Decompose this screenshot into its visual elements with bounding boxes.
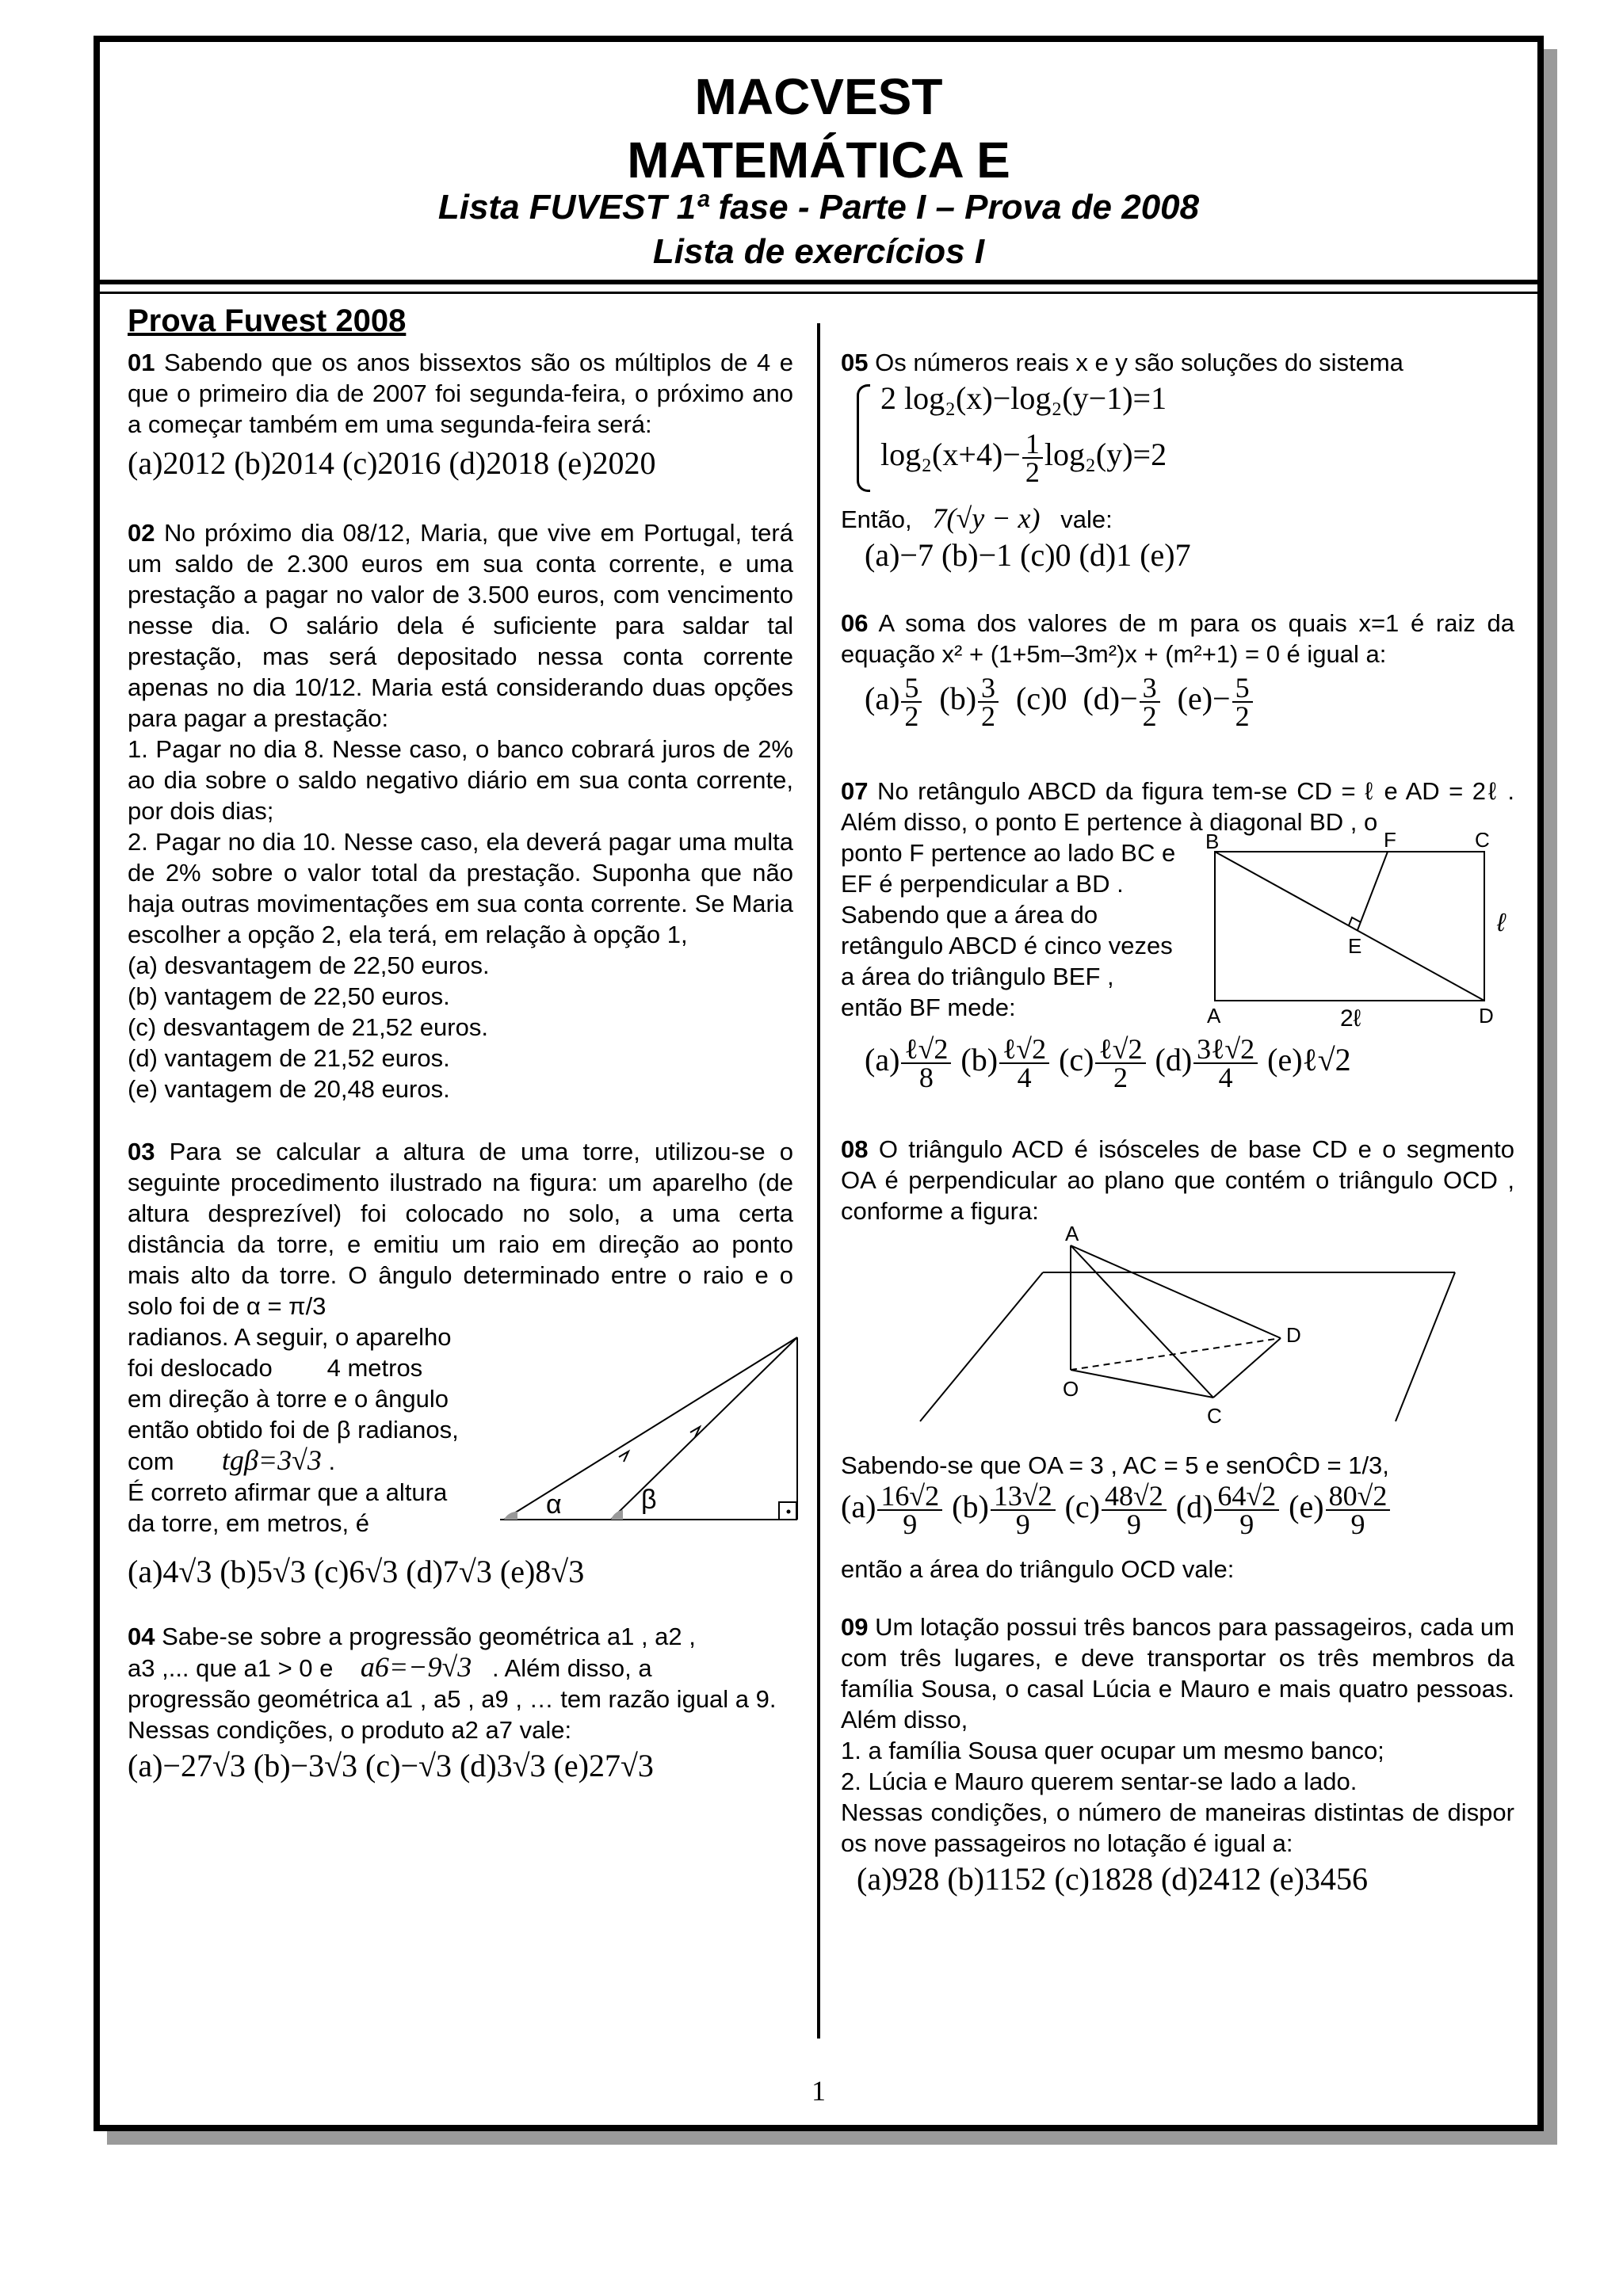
q08-option-b: (b) $\frac{13√2}{9}$ [952,1489,1056,1524]
label-o: O [1063,1377,1079,1401]
q03-line6: É correto afirmar que a altura [128,1478,448,1506]
q08-option-a: (a) $\frac{16√2}{9}$ [841,1489,944,1524]
q07-options [865,1035,1514,1112]
label-side: ℓ [1497,908,1506,936]
segment-ef [1358,852,1388,930]
ray-arrow-2 [690,1427,700,1437]
q07-line7: então BF mede: [841,994,1016,1021]
q08-options [841,1482,1514,1554]
perpendicular-mark [1349,917,1361,925]
q04-options: (a)−27√3 (b)−3√3 (c)−√3 (d)3√3 (e)27√3 [128,1748,654,1783]
q07-line2: ponto F pertence ao lado BC e [841,839,1176,867]
q03-text: 03 Para se calcular a altura de uma torre, utilizou-se o seguinte procedimento ilustrado na figura: um aparelho (de altura desprezível) foi colocado no solo, a uma certa distância da torre, e emitiu um raio em direção ao ponto mais alto da torre. O ângulo determinado entre o raio e o solo foi de α = π/3 [128,1138,793,1320]
q05-eq2: log₂(x+4)− $\frac{1}{2}$ log₂(y)=2 [880,428,1167,488]
subtitle-list: Lista FUVEST 1ª fase - Parte I – Prova de 2008 [437,188,1200,227]
q05-text: 05 Os números reais x e y são soluções do sistema [841,349,1403,376]
left-column [128,347,793,1787]
q04-line4: Nessas condições, o produto a2 a7 vale: [128,1716,572,1744]
q03-line7: da torre, em metros, é [128,1509,369,1537]
q03-options: (a)4√3 (b)5√3 (c)6√3 (d)7√3 (e)8√3 [128,1554,585,1589]
label-c: C [1207,1404,1222,1428]
q07-line3: EF é perpendicular a BD . [841,870,1124,898]
ray-beta [611,1337,797,1520]
segment-cd [1213,1338,1281,1398]
title-subject: MATEMÁTICA E [627,132,1010,189]
system-brace [857,384,870,492]
q02-option-a: (a) desvantagem de 22,50 euros. [128,952,490,979]
alpha-arc [504,1512,517,1520]
label-d: D [1479,1004,1494,1028]
q08-after: Sabendo-se que OA = 3 , AC = 5 e senOĈD = 1/3, [841,1451,1389,1479]
q03-line4: então obtido foi de β radianos, [128,1416,459,1444]
q07-figure-block [841,833,1514,1031]
q09-text: 09 Um lotação possui três bancos para passageiros, cada um com três lugares, e deve transportar os três membros da família Sousa, o casal Lúcia e Mauro e mais quatro pessoas. Além disso, [841,1613,1514,1733]
q06-option-c: (c)0 [1016,681,1067,717]
section-title: Prova Fuvest 2008 [128,303,407,338]
plane-left-edge [920,1272,1043,1421]
q03-tg-equation: tgβ=3√3 [221,1444,322,1476]
q06-option-b: (b) $\frac{3}{2}$ [939,681,1000,716]
right-angle-dot [787,1510,791,1514]
column-divider [817,323,820,2039]
q02-option-b: (b) vantagem de 22,50 euros. [128,982,450,1010]
q07-option-b: (b) $\frac{\text{ℓ√2}}{4}$ [960,1042,1051,1077]
header-rule-thick [100,280,1537,284]
q04-line1: 04 Sabe-se sobre a progressão geométrica a1 , a2 , [128,1623,696,1650]
q06-text: 06 A soma dos valores de m para os quais x=1 é raiz da equação x² + (1+5m–3m²)x + (m²+1) = 0 é igual a: [841,609,1514,668]
q07-line6: a área do triângulo BEF , [841,963,1114,990]
q01-text: 01 Sabendo que os anos bissextos são os múltiplos de 4 e que o primeiro dia de 2007 foi segunda-feira, o próximo ano a começar também em uma segunda-feira será: [128,349,793,438]
q05-options: (a)−7 (b)−1 (c)0 (d)1 (e)7 [865,537,1191,573]
q09-item2: 2. Lúcia e Mauro querem sentar-se lado a lado. [841,1768,1358,1795]
segment-ad [1071,1245,1281,1338]
q06-options [865,674,1514,746]
header-rule-thin [100,292,1537,294]
pyramid-figure [841,1223,1491,1445]
q08-text: 08 O triângulo ACD é isósceles de base CD e o segmento OA é perpendicular ao plano que contém o triângulo OCD , conforme a figura: [841,1135,1514,1225]
q08-option-e: (e) $\frac{80√2}{9}$ [1289,1489,1392,1524]
beta-label: β [641,1485,657,1515]
q02-item1: 1. Pagar no dia 8. Nesse caso, o banco cobrará juros de 2% ao dia sobre o saldo negativo diário em sua conta corrente, por dois dias; [128,735,793,825]
ray-arrow-1 [619,1451,628,1462]
q02-item2: 2. Pagar no dia 10. Nesse caso, ela deverá pagar uma multa de 2% sobre o valor total da prestação. Suponha que não haja outras movimentações em sua conta corrente. Se Maria escolher a opção 2, ela terá, em relação à opção 1, [128,828,793,948]
label-b: B [1205,833,1220,853]
q08-end: então a área do triângulo OCD vale: [841,1555,1235,1583]
q04-a6-equation: a6=−9√3 [360,1651,472,1683]
q05-system [857,378,1514,497]
label-a: A [1065,1223,1079,1245]
q07-option-c: (c) $\frac{\text{ℓ√2}}{2}$ [1059,1042,1147,1077]
q07-line5: retângulo ABCD é cinco vezes [841,932,1173,959]
q02-text: 02 No próximo dia 08/12, Maria, que vive em Portugal, terá um saldo de 2.300 euros em sua conta corrente, e uma prestação a pagar no valor de 3.500 euros, com vencimento nesse dia. O salário dela é suficiente para saldar tal prestação, mas será depositado nessa conta corrente apenas no dia 10/12. Maria está considerando duas opções para pagar a prestação: [128,519,793,732]
beta-arc [611,1510,623,1520]
label-d: D [1286,1323,1301,1347]
subtitle-exercises: Lista de exercícios I [652,232,985,271]
page-frame [94,36,1544,2131]
q05-eq1: 2 log₂(x)−log₂(y−1)=1 [880,380,1167,416]
q03-figure-block [128,1322,793,1543]
q03-line3: em direção à torre e o ângulo [128,1385,449,1413]
q02-option-d: (d) vantagem de 21,52 euros. [128,1044,450,1072]
diagonal-bd [1215,852,1484,1001]
tower-figure [500,1322,801,1527]
q08-option-c: (c) $\frac{48√2}{9}$ [1065,1489,1168,1524]
q06-option-e: (e)− $\frac{5}{2}$ [1178,681,1254,716]
q08-option-d: (d) $\frac{64√2}{9}$ [1176,1489,1281,1524]
q05-then-line: Então, 7(√y − x) vale: [841,502,1113,534]
q06-option-a: (a) $\frac{5}{2}$ [865,681,923,716]
q07-option-a: (a) $\frac{\text{ℓ√2}}{8}$ [865,1042,953,1077]
q01-options: (a)2012 (b)2014 (c)2016 (d)2018 (e)2020 [128,445,656,481]
q03-line5: com tgβ=3√3 . [128,1444,336,1476]
label-c: C [1475,833,1490,852]
right-column [841,347,1514,1900]
q09-options: (a)928 (b)1152 (c)1828 (d)2412 (e)3456 [857,1861,1368,1897]
q07-text: 07 No retângulo ABCD da figura tem-se CD = ℓ e AD = 2ℓ . Além disso, o ponto E pertence à diagonal BD , o [841,777,1514,836]
q06-option-d: (d)− $\frac{3}{2}$ [1083,681,1161,716]
label-f: F [1384,833,1396,852]
q09-item1: 1. a família Sousa quer ocupar um mesmo banco; [841,1737,1384,1764]
q03-line2: foi deslocado 4 metros [128,1354,423,1382]
q09-end: Nessas condições, o número de maneiras distintas de dispor os nove passageiros no lotação é igual a: [841,1798,1514,1857]
q02-option-c: (c) desvantagem de 21,52 euros. [128,1013,488,1041]
label-base: 2ℓ [1340,1005,1361,1031]
q02-option-e: (e) vantagem de 20,48 euros. [128,1075,450,1103]
q03-line1: radianos. A seguir, o aparelho [128,1323,452,1351]
title-macvest: MACVEST [694,68,943,125]
q07-line4: Sabendo que a área do [841,901,1098,929]
label-e: E [1348,934,1362,958]
page-number: 1 [812,2075,826,2107]
q04-line3: progressão geométrica a1 , a5 , a9 , … tem razão igual a 9. [128,1685,777,1713]
q04-line2: a3 ,... que a1 > 0 e a6=−9√3 . Além disso, a [128,1651,652,1683]
rectangle-figure [1205,833,1514,1031]
q07-option-d: (d) $\frac{\text{3ℓ√2}}{4}$ [1155,1042,1260,1077]
plane-right-edge [1396,1272,1455,1421]
label-a: A [1207,1004,1221,1028]
q07-option-e: (e)ℓ√2 [1267,1042,1351,1078]
alpha-label: α [546,1489,562,1520]
